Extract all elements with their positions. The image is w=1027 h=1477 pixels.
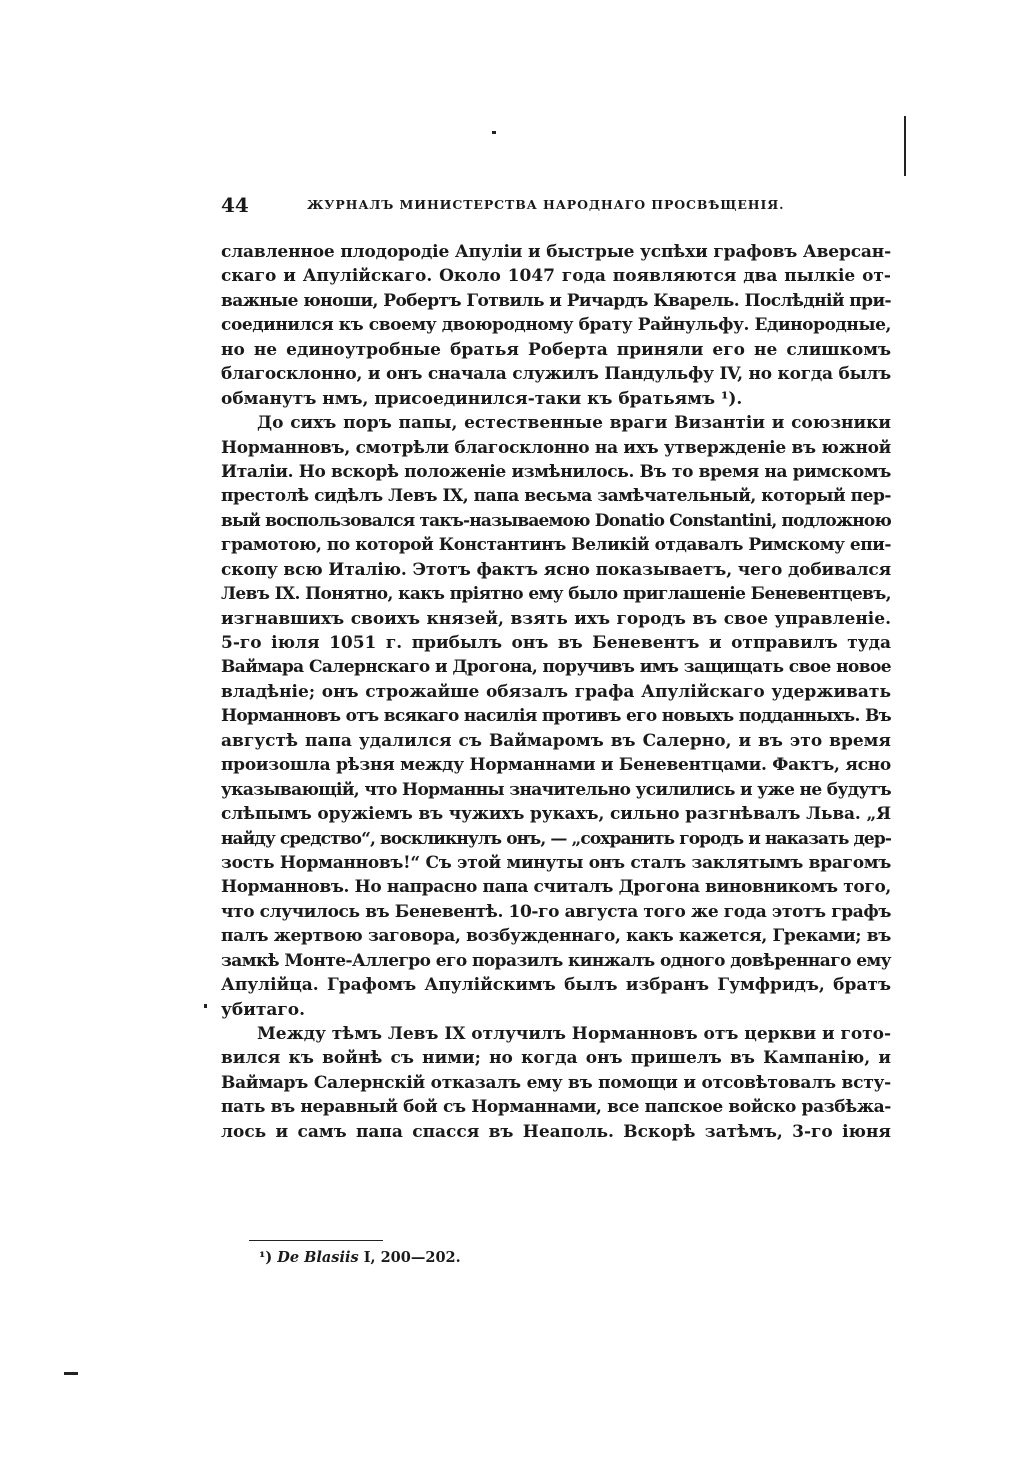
text-line: скаго и Апулійскаго. Около 1047 года появляются два пылкіе от- (221, 266, 891, 287)
text-line: важные юноши, Робертъ Готвиль и Ричардъ Кварель. Послѣдній при- (221, 290, 891, 311)
text-line: Ваймаръ Салернскій отказалъ ему въ помощи и отсовѣтовалъ всту- (221, 1072, 892, 1093)
text-line: слѣпымъ оружіемъ въ чужихъ рукахъ, сильно разгнѣвалъ Льва. „Я (221, 804, 891, 825)
text-line: Левъ IX. Понятно, какъ пріятно ему было приглашеніе Беневентцевъ, (221, 584, 891, 605)
text-line: соединился къ своему двоюродному брату Райнульфу. Единородные, (221, 315, 891, 336)
text-line: До сихъ поръ папы, естественные враги Византіи и союзники (257, 413, 891, 434)
footnote-rule (249, 1240, 383, 1241)
text-line: палъ жертвою заговора, возбужденнаго, какъ кажется, Греками; въ (221, 926, 891, 947)
running-title: ЖУРНАЛЪ МИНИСТЕРСТВА НАРОДНАГО ПРОСВѢЩЕНІЯ. (307, 197, 785, 212)
text-line: вый воспользовался такъ-называемою Donatio Constantini, подложною (221, 510, 891, 531)
text-line: Норманновъ. Но напрасно папа считалъ Дрогона виновникомъ того, (221, 877, 891, 898)
paragraph-1 (221, 240, 891, 411)
text-line: Ваймара Салернскаго и Дрогона, поручивъ имъ защищать свое новое (221, 657, 891, 678)
text-line: лось и самъ папа спасся въ Неаполь. Вскорѣ затѣмъ, 3-го іюня (221, 1121, 891, 1142)
text-line: благосклонно, и онъ сначала служилъ Пандульфу IV, но когда былъ (221, 364, 891, 385)
text-line: но не единоутробные братья Роберта приняли его не слишкомъ (221, 339, 891, 360)
scan-mark (904, 116, 906, 176)
text-line: вился къ войнѣ съ ними; но когда онъ пришелъ въ Кампанію, и (221, 1048, 891, 1069)
page-number: 44 (221, 193, 249, 217)
text-line: убитаго. (221, 999, 306, 1020)
footnote (259, 1248, 461, 1268)
body-text (221, 240, 891, 1144)
text-line: изгнавшихъ своихъ князей, взять ихъ городъ въ свое управленіе. (221, 608, 891, 629)
text-line: пать въ неравный бой съ Норманнами, все папское войско разбѣжа- (221, 1097, 891, 1118)
text-line: владѣніе; онъ строжайше обязалъ графа Апулійскаго удерживать (221, 681, 891, 702)
text-line: скопу всю Италію. Этотъ фактъ ясно показываетъ, чего добивался (221, 559, 891, 580)
text-line: найду средство“, воскликнулъ онъ, — „сохранить городъ и наказать дер- (221, 828, 891, 849)
text-line: Между тѣмъ Левъ IX отлучилъ Норманновъ отъ церкви и гото- (257, 1024, 891, 1044)
footnote-reference: I, 200—202. (363, 1249, 461, 1266)
text-line: грамотою, по которой Константинъ Великій отдавалъ Римскому епи- (221, 535, 891, 556)
footnote-source: De Blasiis (277, 1249, 359, 1266)
footnote-marker: ¹) (259, 1249, 273, 1266)
text-line: замкѣ Монте-Аллегро его поразилъ кинжалъ одного довѣреннаго ему (221, 950, 891, 971)
text-line: что случилось въ Беневентѣ. 10-го августа того же года этотъ графъ (221, 901, 891, 922)
page-header (221, 192, 891, 218)
paragraph-3 (221, 1022, 891, 1144)
text-line: указывающій, что Норманны значительно усилились и уже не будутъ (221, 779, 891, 800)
paragraph-2 (221, 411, 891, 1022)
scan-mark (204, 1004, 207, 1008)
scan-mark (64, 1372, 78, 1375)
scan-mark (492, 131, 496, 134)
text-line: августѣ папа удалился съ Ваймаромъ въ Салерно, и въ это время (221, 730, 891, 751)
text-line: Италіи. Но вскорѣ положеніе измѣнилось. Въ то время на римскомъ (221, 461, 891, 482)
text-line: 5-го іюля 1051 г. прибылъ онъ въ Беневентъ и отправилъ туда (221, 633, 891, 653)
text-line: зость Норманновъ!“ Съ этой минуты онъ сталъ заклятымъ врагомъ (221, 852, 891, 873)
text-line: произошла рѣзня между Норманнами и Беневентцами. Фактъ, ясно (221, 755, 891, 776)
text-line: Норманновъ, смотрѣли благосклонно на ихъ утвержденіе въ южной (221, 437, 891, 458)
text-line: славленное плодородіе Апуліи и быстрые успѣхи графовъ Аверсан- (221, 242, 891, 262)
text-line: Апулійца. Графомъ Апулійскимъ былъ избранъ Гумфридъ, братъ (221, 975, 891, 996)
text-line: престолѣ сидѣлъ Левъ IX, папа весьма замѣчательный, который пер- (221, 486, 891, 507)
text-line: обманутъ нмъ, присоединился-таки къ братьямъ ¹). (221, 388, 743, 409)
text-line: Норманновъ отъ всякаго насилія противъ его новыхъ подданныхъ. Въ (221, 706, 891, 727)
